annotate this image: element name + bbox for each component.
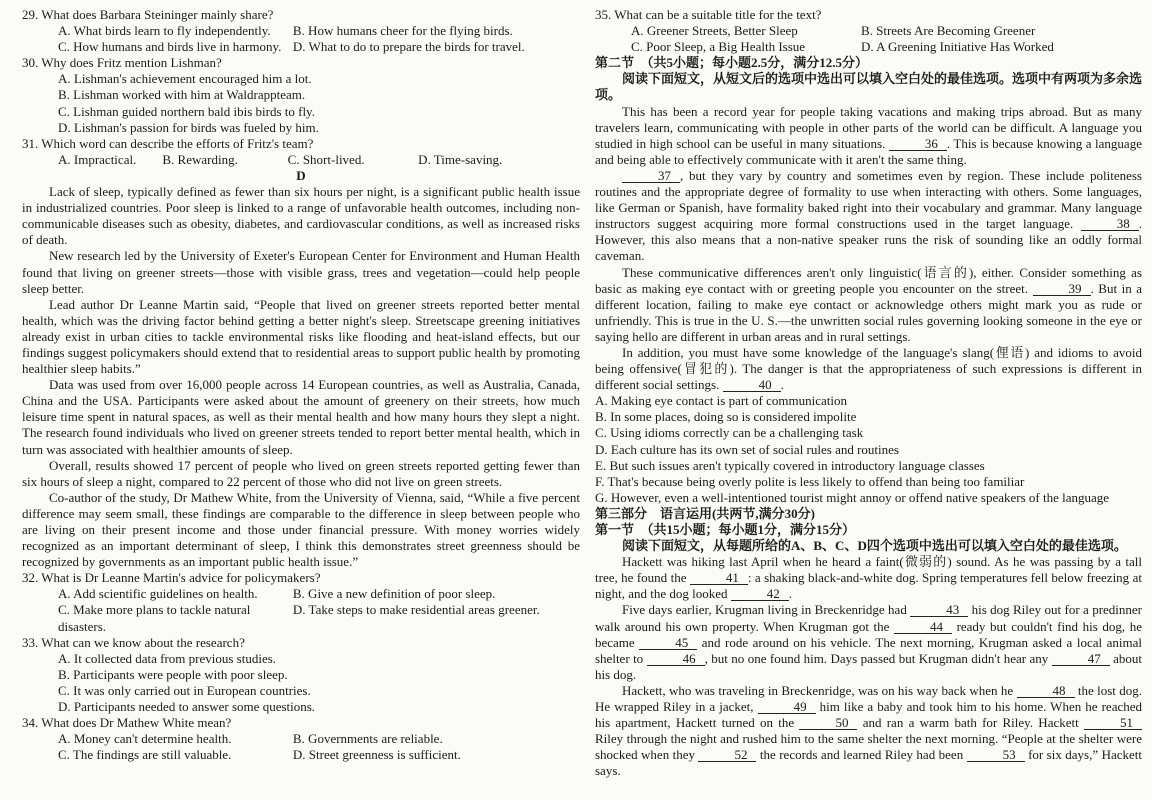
question-30-option-c: C. Lishman guided northern bald ibis birds to fly. [58, 103, 315, 119]
cloze-7select-paragraph-3: These communicative differences aren't only linguistic(语言的), either. Consider something as basic as making eye contact with or greeting people you encounter on the street. 39 . But in a different location, failing to make eye contact or acknowledge others might mark you as rude or unfriendly. This is true in the U. S.—the unwritten social rules governing looking someone in the eye or saying hello are different in urban areas and in rural settings. [595, 264, 1143, 344]
right-column [595, 7, 1142, 780]
passage-d-label: D [296, 167, 306, 183]
left-column [22, 7, 580, 780]
section-1-instruction: 阅读下面短文，从每题所给的A、B、C、D四个选项中选出可以填入空白处的最佳选项。 [622, 538, 1127, 554]
passage-d-paragraph-4: Data was used from over 16,000 people across 14 European countries, as well as Australia, Canada, China and the USA. Participants were asked about the amount of greenery on their streets, how much leisure time spent in natural spaces, as well as their mental health and how many hours they slept a night. The research found individuals who lived on greener streets tended to report better mental health, which in turn was associated with healthier amounts of sleep. [22, 377, 580, 457]
cloze-7select-paragraph-1: This has been a record year for people taking vacations and making trips abroad. But as many travelers learn, communicating with people in other parts of the world can be difficult. A language you studied in high school can be useful in many situations. 36 . This is because knowing a language and being able to effectively communicate with it aren't the same thing. [595, 103, 1142, 167]
cloze-blank: 50 [799, 717, 857, 730]
cloze-blank: 49 [758, 701, 816, 714]
cloze-blank: 37 [622, 170, 680, 183]
cloze-blank: 47 [1052, 653, 1110, 666]
passage-d-paragraph-1: Lack of sleep, typically defined as fewer than six hours per night, is a significant public health issue in industrialized countries. Poor sleep is linked to a range of unfavorable health outcomes, including non-communicable diseases such as obesity, diabetes, and cardiovascular conditions, as well as increased risks of death. [22, 184, 580, 248]
cloze-option-d: D. Each culture has its own set of social rules and routines [595, 441, 899, 457]
question-33-option-d: D. Participants needed to answer some questions. [58, 699, 316, 715]
cloze-7select-paragraph-2: 37 , but they vary by country and sometimes even by region. These include politeness routines and the appropriate degree of formality to use when interacting with others. Some languages, like German or Spanish, have formality baked right into their vocabulary and grammar. Many language instructors suggest acquiring more formal constructions used in the target language. 38 . However, this also means that a non-native speaker runs the risk of sounding like an oddly formal caveman. [595, 167, 1142, 264]
question-34-options [22, 731, 580, 763]
question-31-option-c: C. Short-lived. [287, 151, 365, 167]
cloze-option-c: C. Using idioms correctly can be a challenging task [595, 425, 864, 441]
question-32-option-b: B. Give a new definition of poor sleep. [292, 586, 496, 602]
question-31-stem: 31. Which word can describe the efforts of Fritz's team? [22, 135, 314, 151]
cloze-option-b: B. In some places, doing so is considered impolite [595, 409, 857, 425]
question-33-option-b: B. Participants were people with poor sleep. [58, 666, 288, 682]
question-33-options [22, 651, 580, 715]
question-29-stem: 29. What does Barbara Steininger mainly share? [22, 7, 274, 22]
cloze-blank: 45 [639, 637, 697, 650]
question-32-option-a: A. Add scientific guidelines on health. [58, 586, 258, 602]
question-35 [595, 7, 1142, 55]
question-35-option-c: C. Poor Sleep, a Big Health Issue [631, 39, 806, 55]
question-33-stem: 33. What can we know about the research? [22, 634, 245, 650]
question-34 [22, 715, 580, 763]
question-29-option-b: B. How humans cheer for the flying birds. [292, 23, 513, 39]
cloze-option-f: F. That's because being overly polite is less likely to offend than being too familiar [595, 473, 1025, 489]
question-29-option-c: C. How humans and birds live in harmony. [58, 39, 282, 55]
question-29-options [22, 23, 580, 55]
cloze-blank: 43 [910, 604, 968, 617]
question-31 [22, 136, 580, 168]
cloze-option-g: G. However, even a well-intentioned tourist might annoy or offend native speakers of the language [595, 489, 1110, 505]
cloze-test-paragraph-1: Hackett was hiking last April when he heard a faint(微弱的) sound. As he was passing by a tall tree, he found the 41 : a shaking black-and-white dog. Spring temperatures fell below freezing at night, and the dog looked 42 . [595, 554, 1142, 602]
question-30-stem: 30. Why does Fritz mention Lishman? [22, 55, 222, 71]
section-1-header: 第一节 （共15小题；每小题1分，满分15分） [595, 522, 856, 537]
question-32-stem: 32. What is Dr Leanne Martin's advice for policymakers? [22, 570, 321, 586]
question-34-option-d: D. Street greenness is sufficient. [292, 747, 461, 763]
cloze-blank: 36 [889, 138, 947, 151]
cloze-7select-paragraph-4: In addition, you must have some knowledge of the language's slang(俚语) and idioms to avoid being offensive(冒犯的). The danger is that the appropriateness of such expressions is different in different social settings. 40 . [595, 344, 1142, 393]
question-34-option-a: A. Money can't determine health. [58, 731, 232, 747]
question-31-option-d: D. Time-saving. [418, 151, 503, 167]
cloze-blank: 48 [1017, 685, 1075, 698]
question-32-option-d: D. Take steps to make residential areas greener. [292, 602, 540, 618]
passage-d-paragraph-5: Overall, results showed 17 percent of people who lived on green streets reported getting fewer than six hours of sleep a night, compared to 22 percent of those who did not live on green streets. [22, 457, 580, 489]
cloze-test-paragraph-2: Five days earlier, Krugman living in Breckenridge had 43 his dog Riley out for a predinner walk around his own property. When Krugman got the 44 ready but couldn't find his dog, he became 45 and rode around on his vehicle. The next morning, Krugman asked a local animal shelter to 46 , but no one found him. Days passed but Krugman didn't hear any 47 about his dog. [595, 602, 1143, 682]
question-34-option-c: C. The findings are still valuable. [58, 747, 232, 763]
cloze-blank: 42 [731, 588, 789, 601]
cloze-blank: 44 [894, 621, 952, 634]
question-34-option-b: B. Governments are reliable. [292, 731, 443, 747]
cloze-blank: 46 [647, 653, 705, 666]
section-2-header: 第二节 （共5小题；每小题2.5分，满分12.5分） [595, 55, 869, 71]
cloze-blank: 53 [967, 749, 1025, 762]
cloze-blank: 51 [1084, 717, 1142, 730]
cloze-option-a: A. Making eye contact is part of communication [595, 393, 847, 409]
question-30-option-b: B. Lishman worked with him at Waldrappteam. [58, 87, 306, 103]
section-2-instruction: 阅读下面短文，从短文后的选项中选出可以填入空白处的最佳选项。选项中有两项为多余选项。 [595, 71, 1143, 103]
question-35-option-a: A. Greener Streets, Better Sleep [631, 23, 798, 39]
cloze-blank: 38 [1081, 218, 1139, 231]
cloze-blank: 52 [698, 749, 756, 762]
question-29 [22, 7, 580, 55]
question-32-option-c: C. Make more plans to tackle natural disasters. [58, 602, 251, 634]
question-33-option-a: A. It collected data from previous studies. [58, 650, 277, 666]
question-31-options [22, 152, 580, 168]
question-35-option-d: D. A Greening Initiative Has Worked [860, 39, 1054, 55]
question-35-options [595, 23, 1142, 55]
question-30-options [22, 71, 580, 135]
question-29-option-d: D. What to do to prepare the birds for travel. [292, 39, 525, 55]
question-31-option-a: A. Impractical. [58, 151, 137, 167]
cloze-test-paragraph-3: Hackett, who was traveling in Breckenridge, was on his way back when he 48 the lost dog. He wrapped Riley in a jacket, 49 him like a baby and took him to his home. When he reached his apartment, Hackett turned on the 50 and ran a warm bath for Riley. Hackett 51 Riley through the night and rushed him to the same shelter the next morning. “People at the shelter were shocked when they 52 the records and learned Riley had been 53 for six days,” Hackett says. [595, 682, 1143, 779]
question-32-options [22, 586, 580, 634]
cloze-blank: 40 [723, 379, 781, 392]
question-29-option-a: A. What birds learn to fly independently. [58, 23, 271, 39]
question-35-option-b: B. Streets Are Becoming Greener [860, 23, 1036, 39]
question-32 [22, 570, 580, 634]
question-30-option-d: D. Lishman's passion for birds was fueled by him. [58, 119, 319, 135]
question-30-option-a: A. Lishman's achievement encouraged him a lot. [58, 71, 312, 87]
question-33 [22, 635, 580, 715]
passage-d-paragraph-3: Lead author Dr Leanne Martin said, “People that lived on greener streets reported better mental health, which was the driving factor behind getting a better night's sleep. Streetscape greening initiatives already exist in urban cities to tackle environmental risks like flooding and heat-island effects, but our findings suggest policymakers should extend that to residential areas to support public health by promoting healthier sleep habits.” [22, 296, 580, 377]
question-35-stem: 35. What can be a suitable title for the text? [595, 7, 822, 22]
cloze-option-e: E. But such issues aren't typically covered in introductory language classes [595, 457, 985, 473]
passage-d-paragraph-6: Co-author of the study, Dr Mathew White, from the University of Vienna, said, “While a five percent difference may seem small, these findings are comparable to the difference in sleep between people who are living on their present income and those under financial pressure. With money worries widely recognized as an important determinant of sleep, I think this demonstrates street greenness should be recognized by governments as an important public health issue.” [22, 489, 580, 570]
part-3-header: 第三部分 语言运用(共两节,满分30分) [595, 505, 815, 521]
question-30 [22, 55, 580, 135]
question-31-option-b: B. Rewarding. [162, 151, 238, 167]
cloze-blank: 39 [1033, 283, 1091, 296]
passage-d-paragraph-2: New research led by the University of Exeter's European Center for Environment and Human Health found that living on greener streets—those with visible grass, trees and vegetation—could help people sleep better. [22, 248, 580, 296]
cloze-blank: 41 [690, 572, 748, 585]
question-34-stem: 34. What does Dr Mathew White mean? [22, 715, 232, 731]
question-33-option-c: C. It was only carried out in European countries. [58, 682, 311, 698]
